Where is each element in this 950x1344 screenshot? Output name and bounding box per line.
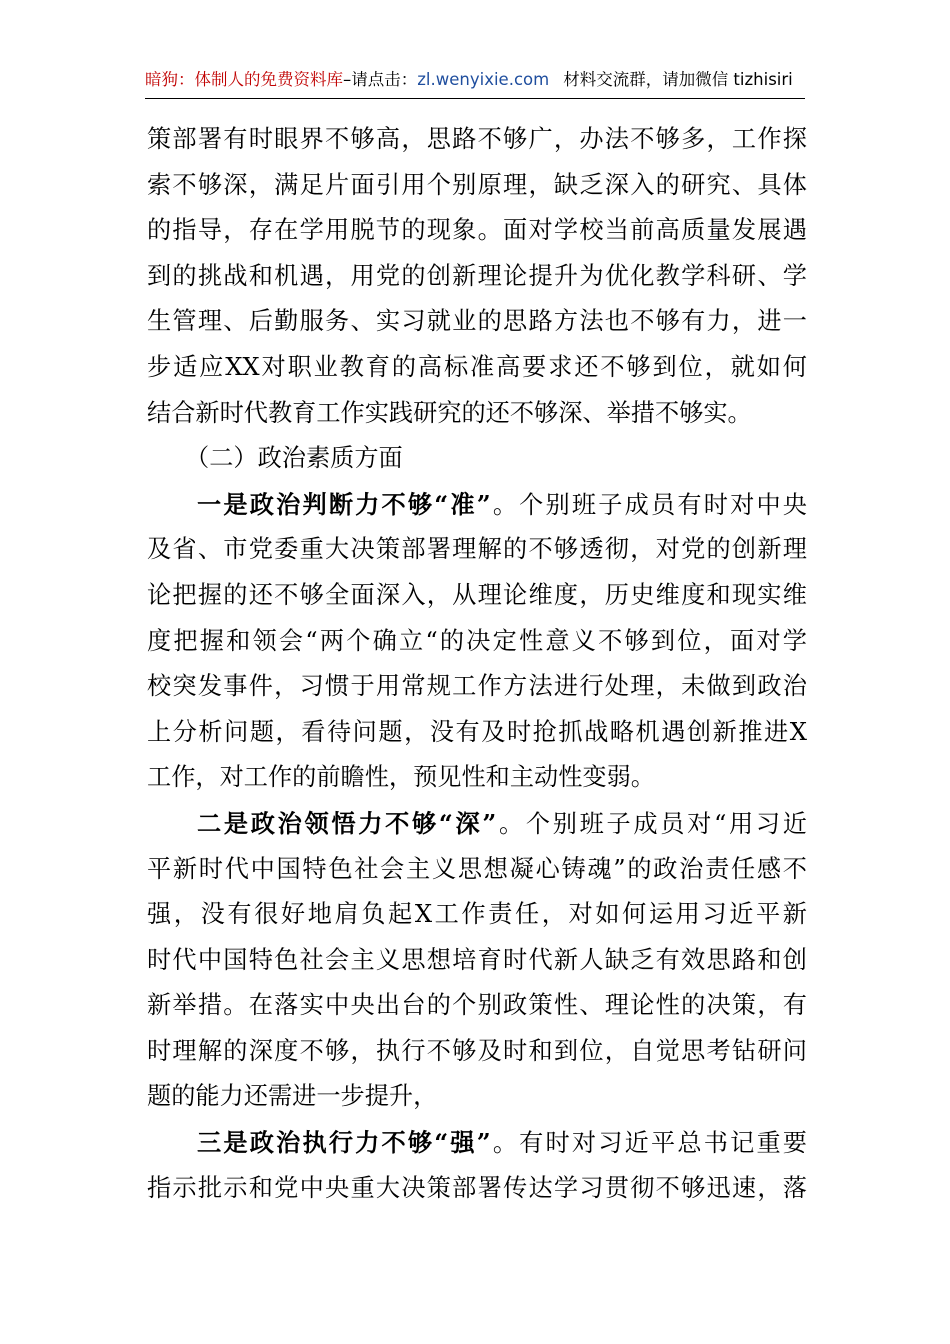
text-line: 新举措。在落实中央出台的个别政策性、理论性的决策，有 [147,991,807,1020]
text-line: 上分析问题，看待问题，没有及时抢抓战略机遇创新推进X [147,717,807,746]
item-first-line [147,801,807,847]
item-title: 三是政治执行力不够“强” [197,1128,491,1158]
document-body [147,117,807,1211]
text-line: 到的挑战和机遇，用党的创新理论提升为优化教学科研、学 [147,261,807,290]
text-line: 题的能力还需进一步提升， [147,1082,438,1111]
text-line: 平新时代中国特色社会主义思想凝心铸魂”的政治责任感不 [147,854,807,883]
header-wechat-note: 材料交流群，请加微信 tizhisiri [563,70,793,89]
page-header [145,62,805,98]
text-line: 时理解的深度不够，执行不够及时和到位，自觉思考钻研问 [147,1036,807,1065]
text-line: 的指导，存在学用脱节的现象。面对学校当前高质量发展遇 [147,216,807,245]
text-line: 生管理、后勤服务、实习就业的思路方法也不够有力，进一 [147,307,807,336]
text-line: 工作，对工作的前瞻性，预见性和主动性变弱。 [147,763,655,792]
text-line: 步适应XX对职业教育的高标准高要求还不够到位，就如何 [147,352,807,381]
text-line: 策部署有时眼界不够高，思路不够广，办法不够多，工作探 [147,125,807,153]
section-heading: （二）政治素质方面 [185,444,403,473]
text-line: 结合新时代教育工作实践研究的还不够深、举措不够实。 [147,398,752,427]
text-line: 度把握和领会“两个确立“的决定性意义不够到位，面对学 [147,626,807,655]
item-title: 二是政治领悟力不够“深” [197,808,497,838]
item-title: 一是政治判断力不够“准” [197,489,491,519]
text-line: 时代中国特色社会主义思想培育时代新人缺乏有效思路和创 [147,945,807,974]
text-line: 索不够深，满足片面引用个别原理，缺乏深入的研究、具体 [147,170,807,199]
item-text: 。个别班子成员对“用习近 [496,809,807,838]
header-url-link[interactable]: zl.wenyixie.com [417,70,550,89]
header-prompt: –请点击： [343,70,418,89]
text-line: 强，没有很好地肩负起X工作责任，对如何运用习近平新 [147,900,807,929]
header-site-name: 暗狗：体制人的免费资料库 [145,70,343,89]
text-line: 校突发事件，习惯于用常规工作方法进行处理，未做到政治 [147,672,807,701]
text-line: 指示批示和党中央重大决策部署传达学习贯彻不够迅速，落 [147,1173,807,1202]
item-first-line [147,1120,807,1166]
header-divider [145,98,805,99]
text-line: 及省、市党委重大决策部署理解的不够透彻，对党的创新理 [147,535,807,564]
item-first-line [147,482,807,528]
item-text: 。有时对习近平总书记重要 [490,1129,807,1158]
item-text: 。个别班子成员有时对中央 [490,490,807,519]
text-line: 论把握的还不够全面深入，从理论维度，历史维度和现实维 [147,580,807,609]
